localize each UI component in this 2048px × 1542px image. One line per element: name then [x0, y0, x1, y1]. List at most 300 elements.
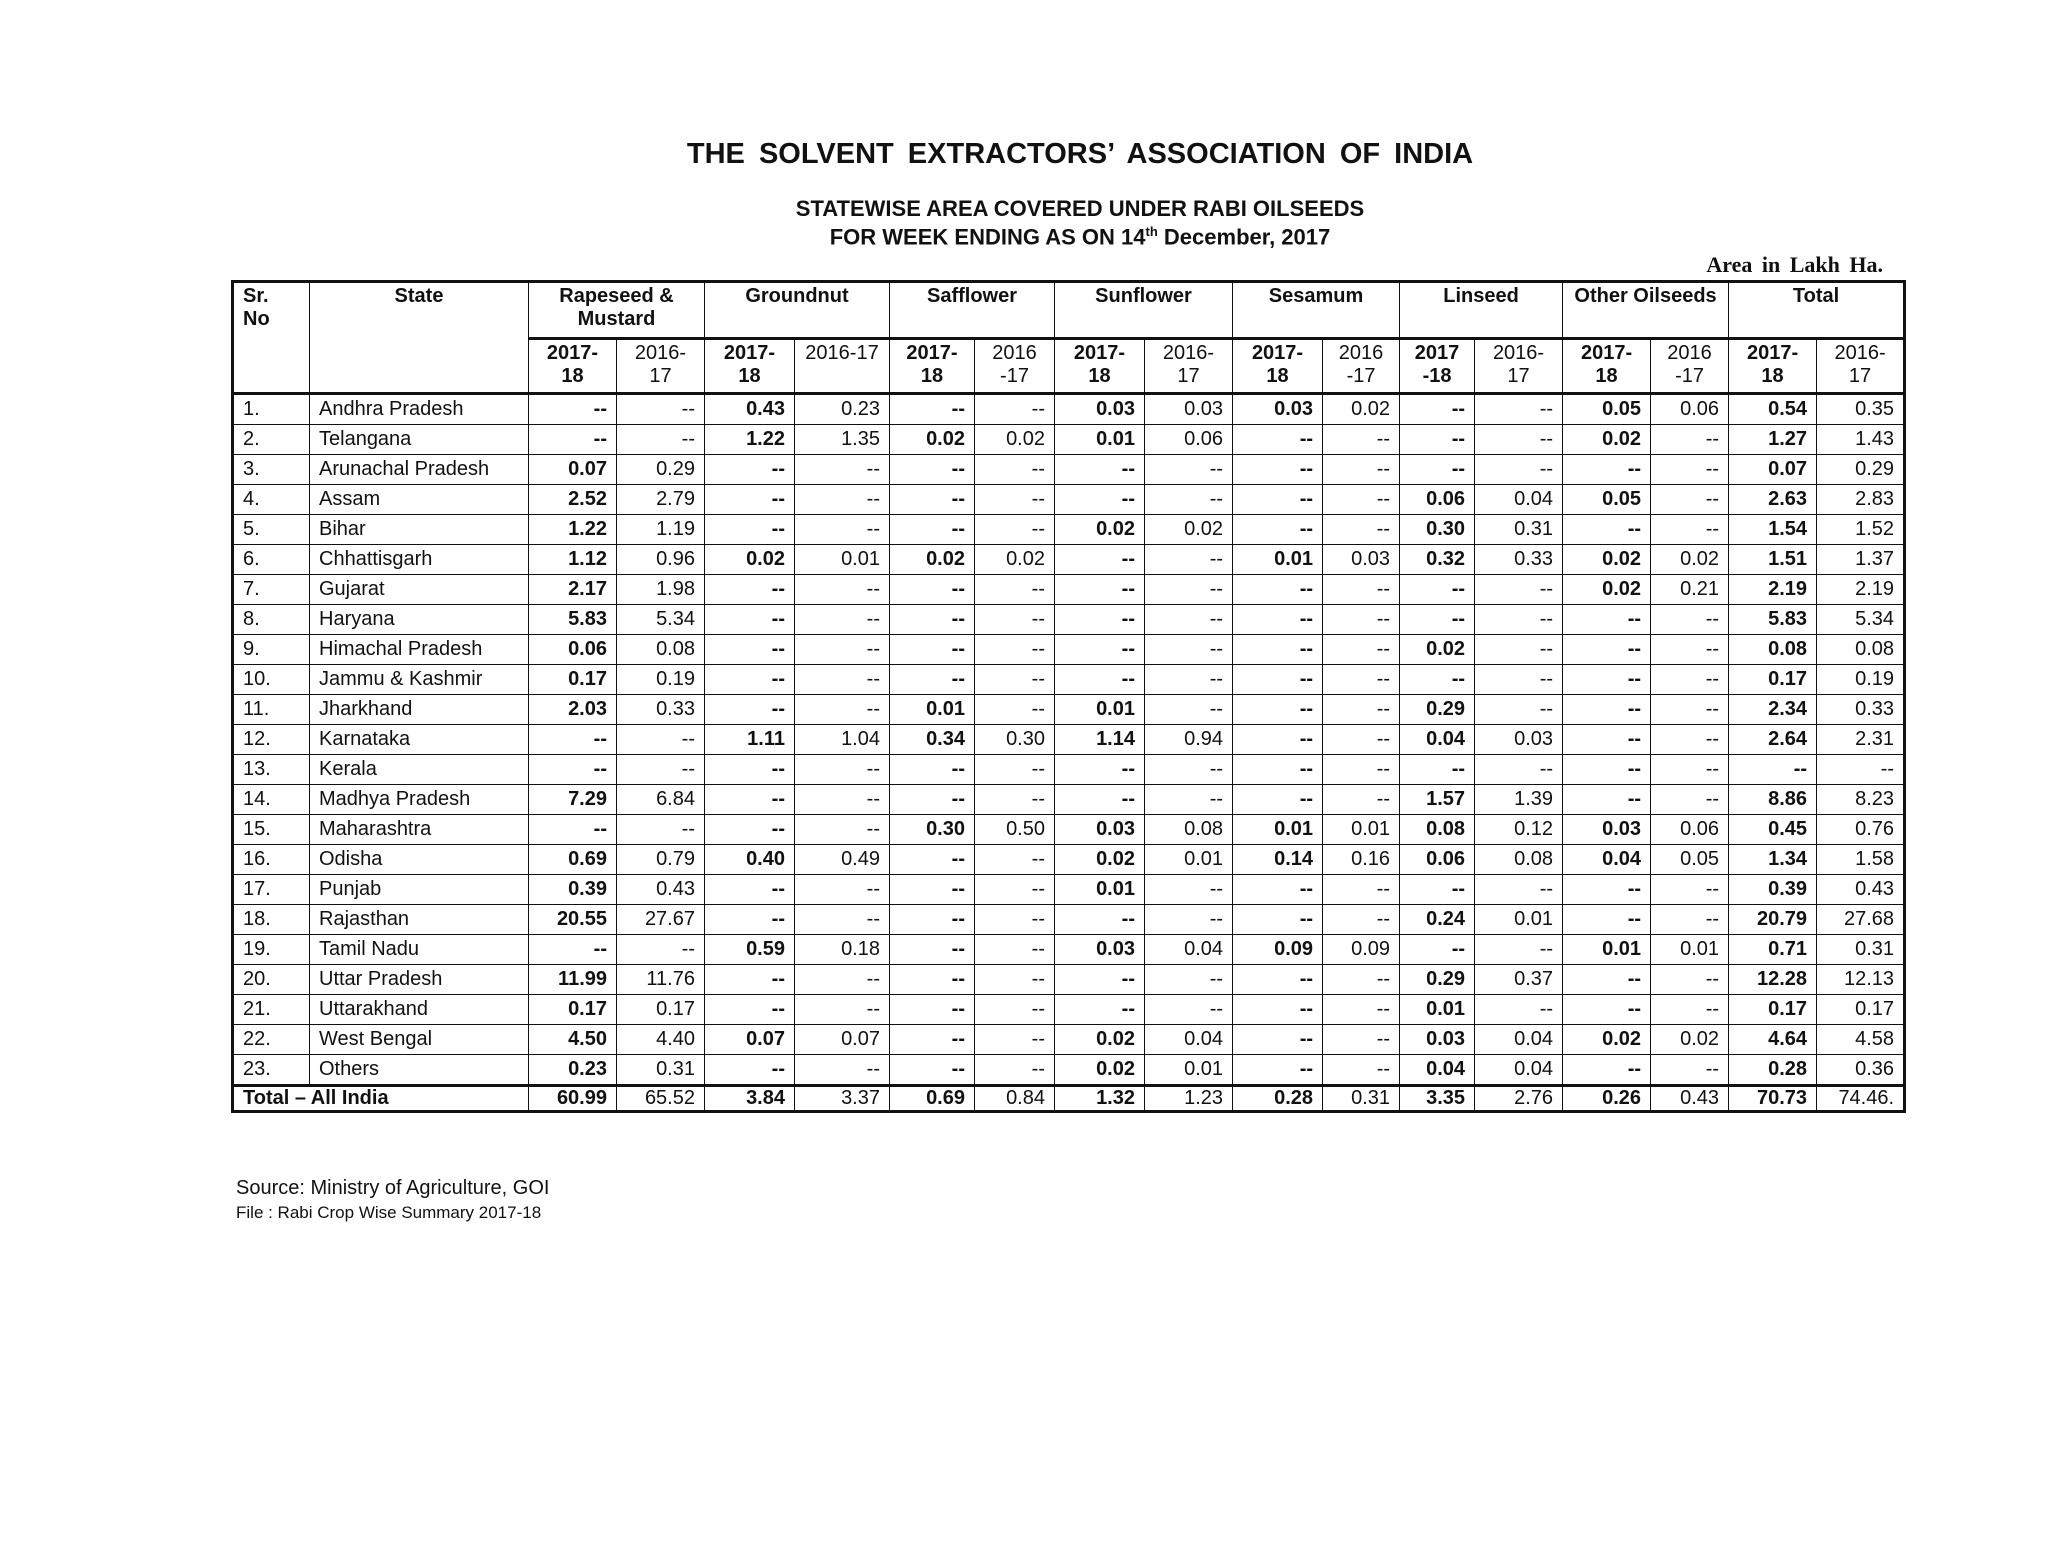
report-date-prefix: FOR WEEK ENDING AS ON 14 — [829, 224, 1146, 250]
column-header-year-current: 2017 -18 — [1400, 339, 1475, 394]
state-cell: Bihar — [310, 515, 529, 545]
value-cell-current: 0.07 — [705, 1025, 795, 1055]
value-cell-current: 0.08 — [1400, 815, 1475, 845]
value-cell-current: -- — [1233, 755, 1323, 785]
value-cell-previous: 6.84 — [617, 785, 705, 815]
value-cell-current: 0.01 — [1233, 815, 1323, 845]
table-row — [233, 425, 1905, 455]
value-cell-current: -- — [1563, 455, 1651, 485]
value-cell-current: 0.01 — [1055, 425, 1145, 455]
value-cell-current: -- — [1233, 785, 1323, 815]
value-cell-previous: 0.08 — [1145, 815, 1233, 845]
value-cell-current: -- — [890, 965, 975, 995]
table-row — [233, 755, 1905, 785]
value-cell-current: -- — [1563, 995, 1651, 1025]
value-cell-previous: 2.31 — [1817, 725, 1905, 755]
value-cell-previous: -- — [1323, 995, 1400, 1025]
column-header-year-current: 2017-18 — [705, 339, 795, 394]
value-cell-previous: 2.79 — [617, 485, 705, 515]
value-cell-previous: 1.04 — [795, 725, 890, 755]
value-cell-previous: -- — [1323, 785, 1400, 815]
total-cell-current: 3.35 — [1400, 1086, 1475, 1112]
value-cell-current: -- — [1233, 725, 1323, 755]
value-cell-previous: 0.96 — [617, 545, 705, 575]
value-cell-previous: -- — [1323, 665, 1400, 695]
value-cell-current: 20.79 — [1729, 905, 1817, 935]
state-cell: Tamil Nadu — [310, 935, 529, 965]
total-cell-current: 0.28 — [1233, 1086, 1323, 1112]
value-cell-current: 0.03 — [1055, 935, 1145, 965]
value-cell-previous: 0.02 — [1651, 1025, 1729, 1055]
value-cell-previous: 0.29 — [1817, 455, 1905, 485]
value-cell-previous: 0.09 — [1323, 935, 1400, 965]
total-cell-current: 0.69 — [890, 1086, 975, 1112]
value-cell-previous: 0.02 — [1651, 545, 1729, 575]
value-cell-previous: 0.04 — [1145, 1025, 1233, 1055]
value-cell-previous: 1.58 — [1817, 845, 1905, 875]
value-cell-previous: -- — [1323, 725, 1400, 755]
value-cell-previous: 0.76 — [1817, 815, 1905, 845]
value-cell-current: 0.02 — [1563, 1025, 1651, 1055]
value-cell-current: 1.54 — [1729, 515, 1817, 545]
table-row — [233, 575, 1905, 605]
value-cell-current: 1.57 — [1400, 785, 1475, 815]
value-cell-current: 0.05 — [1563, 485, 1651, 515]
value-cell-current: -- — [705, 815, 795, 845]
value-cell-current: -- — [1563, 755, 1651, 785]
value-cell-current: -- — [1233, 905, 1323, 935]
state-cell: Jharkhand — [310, 695, 529, 725]
column-header-state: State — [310, 282, 529, 394]
value-cell-current: 0.01 — [1055, 875, 1145, 905]
value-cell-previous: 0.16 — [1323, 845, 1400, 875]
value-cell-previous: -- — [975, 965, 1055, 995]
value-cell-previous: 0.04 — [1475, 1025, 1563, 1055]
value-cell-previous: 2.19 — [1817, 575, 1905, 605]
column-header-year-current: 2017-18 — [1055, 339, 1145, 394]
value-cell-previous: -- — [1145, 875, 1233, 905]
value-cell-current: 0.02 — [1055, 1025, 1145, 1055]
organization-title: THE SOLVENT EXTRACTORS’ ASSOCIATION OF INDIA — [686, 138, 1474, 170]
value-cell-current: 0.07 — [1729, 455, 1817, 485]
value-cell-current: -- — [890, 935, 975, 965]
sr-no-cell: 19. — [233, 935, 310, 965]
value-cell-previous: 0.35 — [1817, 394, 1905, 425]
value-cell-previous: -- — [1651, 995, 1729, 1025]
value-cell-previous: 2.83 — [1817, 485, 1905, 515]
value-cell-current: 0.17 — [529, 995, 617, 1025]
value-cell-current: 0.06 — [1400, 485, 1475, 515]
value-cell-previous: -- — [617, 815, 705, 845]
value-cell-previous: 0.36 — [1817, 1055, 1905, 1086]
sr-no-cell: 11. — [233, 695, 310, 725]
value-cell-current: 0.02 — [1563, 425, 1651, 455]
value-cell-previous: -- — [1651, 515, 1729, 545]
value-cell-current: -- — [1729, 755, 1817, 785]
sr-no-cell: 7. — [233, 575, 310, 605]
value-cell-current: 0.04 — [1563, 845, 1651, 875]
value-cell-current: -- — [1055, 995, 1145, 1025]
sr-no-cell: 20. — [233, 965, 310, 995]
value-cell-previous: -- — [1145, 695, 1233, 725]
value-cell-previous: -- — [795, 515, 890, 545]
value-cell-previous: -- — [795, 635, 890, 665]
value-cell-previous: 1.19 — [617, 515, 705, 545]
value-cell-current: 4.50 — [529, 1025, 617, 1055]
value-cell-current: 0.02 — [890, 545, 975, 575]
value-cell-previous: 0.31 — [617, 1055, 705, 1086]
value-cell-current: -- — [1563, 965, 1651, 995]
value-cell-previous: 0.17 — [1817, 995, 1905, 1025]
total-cell-current: 0.26 — [1563, 1086, 1651, 1112]
value-cell-previous: 5.34 — [617, 605, 705, 635]
value-cell-current: -- — [1563, 905, 1651, 935]
column-header-crop: Groundnut — [705, 282, 890, 339]
value-cell-previous: 0.08 — [1817, 635, 1905, 665]
value-cell-current: -- — [705, 1055, 795, 1086]
value-cell-current: 0.17 — [529, 665, 617, 695]
value-cell-previous: 0.31 — [1817, 935, 1905, 965]
value-cell-previous: -- — [795, 665, 890, 695]
value-cell-current: -- — [1400, 455, 1475, 485]
value-cell-current: 1.34 — [1729, 845, 1817, 875]
value-cell-previous: 4.40 — [617, 1025, 705, 1055]
value-cell-current: 0.24 — [1400, 905, 1475, 935]
value-cell-current: -- — [1563, 875, 1651, 905]
total-cell-current: 60.99 — [529, 1086, 617, 1112]
value-cell-current: -- — [1055, 545, 1145, 575]
value-cell-current: -- — [1233, 875, 1323, 905]
value-cell-current: -- — [1233, 485, 1323, 515]
value-cell-current: 1.27 — [1729, 425, 1817, 455]
column-header-year-previous: 2016 -17 — [975, 339, 1055, 394]
sr-no-cell: 3. — [233, 455, 310, 485]
value-cell-current: 0.59 — [705, 935, 795, 965]
value-cell-current: -- — [705, 485, 795, 515]
value-cell-current: 11.99 — [529, 965, 617, 995]
value-cell-previous: -- — [1323, 515, 1400, 545]
value-cell-current: -- — [890, 785, 975, 815]
table-row — [233, 635, 1905, 665]
value-cell-previous: 0.04 — [1145, 935, 1233, 965]
sr-no-cell: 5. — [233, 515, 310, 545]
column-header-crop: Safflower — [890, 282, 1055, 339]
value-cell-previous: -- — [1651, 455, 1729, 485]
value-cell-previous: -- — [1323, 485, 1400, 515]
value-cell-previous: -- — [1651, 635, 1729, 665]
total-cell-current: 3.84 — [705, 1086, 795, 1112]
value-cell-previous: -- — [1475, 695, 1563, 725]
value-cell-current: 2.64 — [1729, 725, 1817, 755]
value-cell-previous: -- — [1145, 485, 1233, 515]
value-cell-current: -- — [1233, 605, 1323, 635]
table-row — [233, 845, 1905, 875]
value-cell-current: 2.34 — [1729, 695, 1817, 725]
value-cell-previous: 11.76 — [617, 965, 705, 995]
value-cell-previous: 0.19 — [617, 665, 705, 695]
table-row — [233, 785, 1905, 815]
value-cell-previous: -- — [975, 575, 1055, 605]
table-row — [233, 605, 1905, 635]
total-cell-previous: 65.52 — [617, 1086, 705, 1112]
value-cell-current: -- — [1233, 575, 1323, 605]
value-cell-current: 0.02 — [1563, 575, 1651, 605]
value-cell-previous: -- — [1145, 755, 1233, 785]
value-cell-previous: 1.52 — [1817, 515, 1905, 545]
value-cell-current: 0.01 — [1055, 695, 1145, 725]
table-row — [233, 485, 1905, 515]
state-cell: Odisha — [310, 845, 529, 875]
value-cell-current: -- — [529, 935, 617, 965]
value-cell-previous: -- — [975, 785, 1055, 815]
sr-no-cell: 8. — [233, 605, 310, 635]
value-cell-previous: -- — [975, 605, 1055, 635]
value-cell-previous: 27.67 — [617, 905, 705, 935]
value-cell-current: 0.02 — [705, 545, 795, 575]
value-cell-previous: 0.79 — [617, 845, 705, 875]
value-cell-current: -- — [1055, 755, 1145, 785]
total-cell-previous: 1.23 — [1145, 1086, 1233, 1112]
value-cell-previous: -- — [617, 725, 705, 755]
value-cell-current: -- — [890, 995, 975, 1025]
value-cell-previous: 0.43 — [1817, 875, 1905, 905]
value-cell-current: 0.54 — [1729, 394, 1817, 425]
state-cell: West Bengal — [310, 1025, 529, 1055]
value-cell-previous: 0.33 — [1817, 695, 1905, 725]
value-cell-previous: -- — [795, 455, 890, 485]
value-cell-current: 0.29 — [1400, 965, 1475, 995]
value-cell-current: 5.83 — [1729, 605, 1817, 635]
value-cell-current: 0.01 — [1400, 995, 1475, 1025]
value-cell-previous: -- — [975, 455, 1055, 485]
value-cell-previous: -- — [1145, 785, 1233, 815]
value-cell-current: 0.02 — [1055, 515, 1145, 545]
value-cell-previous: -- — [975, 1025, 1055, 1055]
value-cell-current: -- — [890, 575, 975, 605]
sr-no-cell: 23. — [233, 1055, 310, 1086]
unit-note: Area in Lakh Ha. — [1706, 252, 1883, 277]
total-cell-previous: 3.37 — [795, 1086, 890, 1112]
sr-no-cell: 10. — [233, 665, 310, 695]
value-cell-current: -- — [1055, 485, 1145, 515]
value-cell-current: -- — [1233, 665, 1323, 695]
value-cell-previous: 4.58 — [1817, 1025, 1905, 1055]
value-cell-previous: 0.06 — [1651, 815, 1729, 845]
value-cell-current: 0.06 — [529, 635, 617, 665]
value-cell-current: -- — [1400, 575, 1475, 605]
value-cell-current: -- — [705, 755, 795, 785]
value-cell-previous: -- — [1323, 425, 1400, 455]
value-cell-previous: -- — [975, 905, 1055, 935]
value-cell-current: -- — [529, 394, 617, 425]
value-cell-previous: -- — [1323, 695, 1400, 725]
state-cell: Chhattisgarh — [310, 545, 529, 575]
total-cell-previous: 0.31 — [1323, 1086, 1400, 1112]
column-header-crop: Sesamum — [1233, 282, 1400, 339]
value-cell-previous: 0.03 — [1475, 725, 1563, 755]
column-header-crop: Sunflower — [1055, 282, 1233, 339]
table-row — [233, 394, 1905, 425]
value-cell-previous: -- — [795, 785, 890, 815]
table-row — [233, 545, 1905, 575]
value-cell-previous: 0.04 — [1475, 1055, 1563, 1086]
value-cell-previous: -- — [1651, 425, 1729, 455]
value-cell-previous: -- — [617, 935, 705, 965]
value-cell-current: -- — [1400, 665, 1475, 695]
value-cell-previous: -- — [795, 995, 890, 1025]
value-cell-previous: -- — [1475, 425, 1563, 455]
value-cell-current: -- — [890, 455, 975, 485]
value-cell-previous: -- — [1323, 905, 1400, 935]
value-cell-previous: -- — [1651, 695, 1729, 725]
value-cell-current: -- — [1400, 394, 1475, 425]
value-cell-current: -- — [1233, 1025, 1323, 1055]
value-cell-previous: 27.68 — [1817, 905, 1905, 935]
value-cell-previous: 0.18 — [795, 935, 890, 965]
state-cell: Punjab — [310, 875, 529, 905]
value-cell-previous: 0.12 — [1475, 815, 1563, 845]
value-cell-previous: -- — [1145, 455, 1233, 485]
sr-no-cell: 17. — [233, 875, 310, 905]
value-cell-current: -- — [1055, 665, 1145, 695]
value-cell-previous: -- — [1323, 875, 1400, 905]
table-row — [233, 875, 1905, 905]
value-cell-previous: 0.37 — [1475, 965, 1563, 995]
source-note: Source: Ministry of Agriculture, GOI — [236, 1177, 550, 1199]
sr-no-cell: 21. — [233, 995, 310, 1025]
value-cell-previous: 1.39 — [1475, 785, 1563, 815]
value-cell-previous: 0.05 — [1651, 845, 1729, 875]
value-cell-current: -- — [705, 515, 795, 545]
value-cell-current: 0.09 — [1233, 935, 1323, 965]
total-row — [233, 1086, 1905, 1112]
value-cell-current: -- — [890, 515, 975, 545]
value-cell-previous: -- — [975, 845, 1055, 875]
value-cell-current: 0.01 — [890, 695, 975, 725]
column-header-sr-no: Sr. No — [233, 282, 310, 394]
value-cell-current: 2.63 — [1729, 485, 1817, 515]
value-cell-current: 0.07 — [529, 455, 617, 485]
total-cell-previous: 74.46. — [1817, 1086, 1905, 1112]
value-cell-current: 0.04 — [1400, 1055, 1475, 1086]
value-cell-previous: -- — [1651, 965, 1729, 995]
value-cell-current: 0.02 — [1055, 845, 1145, 875]
value-cell-previous: -- — [975, 695, 1055, 725]
value-cell-current: 0.71 — [1729, 935, 1817, 965]
column-header-year-current: 2017-18 — [1563, 339, 1651, 394]
value-cell-previous: 0.50 — [975, 815, 1055, 845]
table-row — [233, 665, 1905, 695]
value-cell-previous: 0.03 — [1323, 545, 1400, 575]
value-cell-current: -- — [1233, 965, 1323, 995]
value-cell-previous: -- — [1145, 905, 1233, 935]
table-row — [233, 965, 1905, 995]
value-cell-previous: -- — [1323, 965, 1400, 995]
state-cell: Jammu & Kashmir — [310, 665, 529, 695]
sr-no-cell: 12. — [233, 725, 310, 755]
value-cell-current: -- — [529, 815, 617, 845]
value-cell-current: -- — [1563, 725, 1651, 755]
value-cell-previous: -- — [1475, 605, 1563, 635]
value-cell-current: 1.14 — [1055, 725, 1145, 755]
value-cell-previous: -- — [975, 635, 1055, 665]
column-header-year-previous: 2016-17 — [1817, 339, 1905, 394]
table-row — [233, 815, 1905, 845]
column-header-crop: Linseed — [1400, 282, 1563, 339]
value-cell-previous: 0.01 — [1145, 1055, 1233, 1086]
value-cell-previous: -- — [1817, 755, 1905, 785]
value-cell-previous: -- — [1651, 725, 1729, 755]
value-cell-previous: 0.43 — [617, 875, 705, 905]
value-cell-current: -- — [1400, 875, 1475, 905]
value-cell-current: -- — [890, 635, 975, 665]
value-cell-current: 0.40 — [705, 845, 795, 875]
value-cell-current: -- — [1400, 755, 1475, 785]
value-cell-previous: 0.29 — [617, 455, 705, 485]
value-cell-previous: -- — [1323, 1055, 1400, 1086]
value-cell-previous: -- — [1475, 665, 1563, 695]
value-cell-current: -- — [1563, 1055, 1651, 1086]
value-cell-previous: -- — [795, 875, 890, 905]
sr-no-cell: 16. — [233, 845, 310, 875]
value-cell-previous: -- — [1145, 605, 1233, 635]
crop-header-row — [233, 282, 1905, 339]
value-cell-previous: -- — [1145, 635, 1233, 665]
value-cell-current: 1.22 — [529, 515, 617, 545]
value-cell-previous: -- — [617, 425, 705, 455]
value-cell-current: 0.29 — [1400, 695, 1475, 725]
value-cell-previous: -- — [1651, 605, 1729, 635]
value-cell-previous: 0.33 — [1475, 545, 1563, 575]
value-cell-current: 0.02 — [1563, 545, 1651, 575]
value-cell-previous: 0.33 — [617, 695, 705, 725]
value-cell-previous: -- — [795, 605, 890, 635]
column-header-year-current: 2017-18 — [890, 339, 975, 394]
value-cell-current: -- — [890, 905, 975, 935]
value-cell-previous: -- — [1651, 755, 1729, 785]
total-cell-previous: 0.84 — [975, 1086, 1055, 1112]
sr-no-cell: 18. — [233, 905, 310, 935]
state-cell: Maharashtra — [310, 815, 529, 845]
value-cell-previous: -- — [1323, 455, 1400, 485]
value-cell-previous: 0.23 — [795, 394, 890, 425]
value-cell-current: 0.45 — [1729, 815, 1817, 845]
value-cell-previous: -- — [1651, 785, 1729, 815]
value-cell-previous: -- — [795, 755, 890, 785]
value-cell-current: -- — [1563, 665, 1651, 695]
total-cell-previous: 2.76 — [1475, 1086, 1563, 1112]
value-cell-current: 0.02 — [1400, 635, 1475, 665]
value-cell-current: 0.03 — [1400, 1025, 1475, 1055]
value-cell-current: -- — [705, 455, 795, 485]
value-cell-current: -- — [705, 965, 795, 995]
total-label: Total – All India — [233, 1086, 529, 1112]
file-note: File : Rabi Crop Wise Summary 2017-18 — [236, 1203, 542, 1222]
value-cell-current: 0.05 — [1563, 394, 1651, 425]
column-header-crop: Other Oilseeds — [1563, 282, 1729, 339]
value-cell-current: 1.12 — [529, 545, 617, 575]
value-cell-previous: 0.06 — [1651, 394, 1729, 425]
value-cell-previous: 0.07 — [795, 1025, 890, 1055]
state-cell: Others — [310, 1055, 529, 1086]
value-cell-current: -- — [890, 485, 975, 515]
value-cell-current: 4.64 — [1729, 1025, 1817, 1055]
value-cell-previous: -- — [1145, 665, 1233, 695]
value-cell-previous: 1.37 — [1817, 545, 1905, 575]
value-cell-current: 0.23 — [529, 1055, 617, 1086]
table-row — [233, 1055, 1905, 1086]
value-cell-previous: -- — [795, 905, 890, 935]
